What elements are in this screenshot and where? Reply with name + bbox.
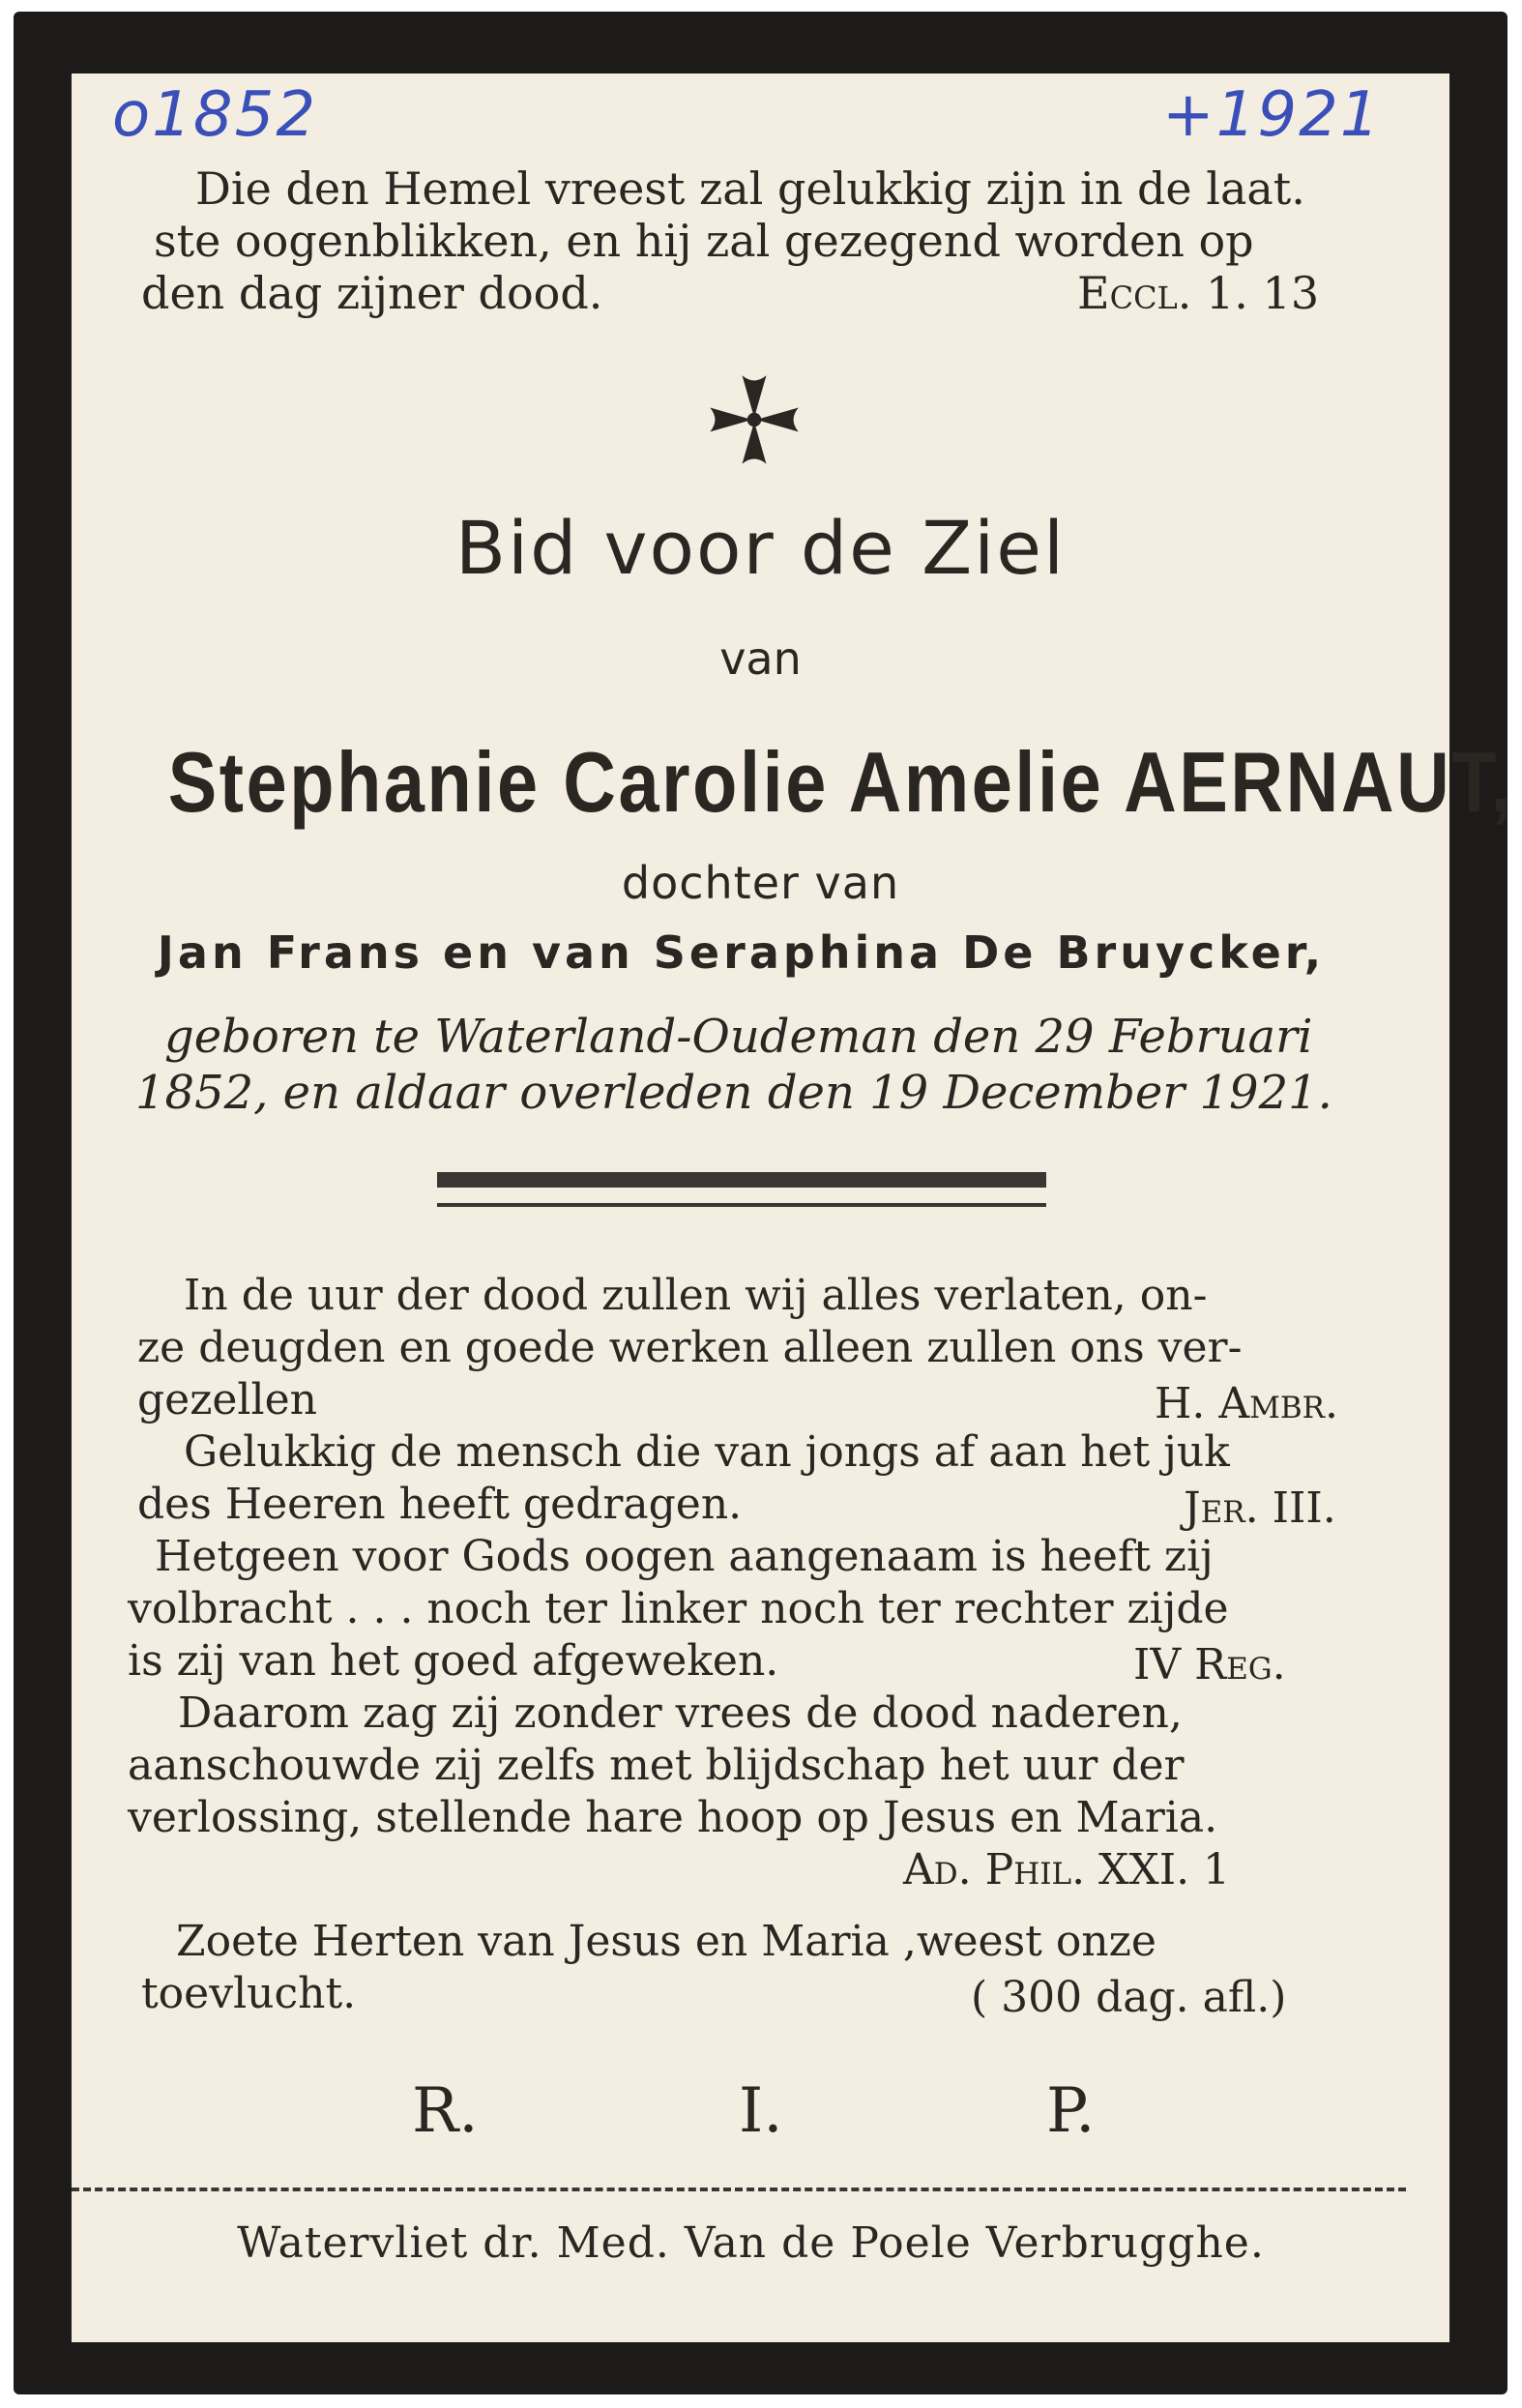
memorial-card-paper (72, 73, 1514, 2342)
handwritten-birth-year: o1852 (112, 79, 318, 151)
rip-letter-i: I. (739, 2075, 783, 2147)
divider-thick (437, 1172, 1046, 1188)
handwritten-death-year: +1921 (1162, 79, 1382, 151)
body-reference: ( 300 dag. afl.) (971, 1973, 1287, 2022)
body-line: des Heeren heeft gedragen. (137, 1480, 743, 1529)
body-reference: Ad. Phil. XXI. 1 (903, 1845, 1231, 1894)
header-quote-line-2: ste oogenblikken, en hij zal gezegend worden op (154, 215, 1254, 267)
divider-thin (437, 1203, 1046, 1207)
van-label: van (719, 632, 802, 685)
body-line: Zoete Herten van Jesus en Maria ,weest onze (176, 1917, 1156, 1966)
body-line: Daarom zag zij zonder vrees de dood naderen, (178, 1689, 1183, 1738)
cross-icon (704, 369, 805, 470)
body-line: is zij van het goed afgeweken. (128, 1636, 779, 1686)
page-title: Bid voor de Ziel (454, 505, 1067, 591)
parents-names: Jan Frans en van Seraphina De Bruycker, (157, 926, 1326, 979)
body-line: aanschouwde zij zelfs met blijdschap het uur der (128, 1741, 1185, 1790)
deceased-name: Stephanie Carolie Amelie AERNAUT, (167, 734, 1514, 830)
body-line: ze deugden en goede werken alleen zullen ons ver- (137, 1323, 1243, 1372)
birth-death-line-1: geboren te Waterland-Oudeman den 29 Februari (164, 1010, 1313, 1064)
rip-letter-p: P. (1046, 2075, 1096, 2147)
body-line: gezellen (137, 1375, 317, 1424)
header-quote-line-3: den dag zijner dood. (141, 267, 603, 319)
body-reference: Jer. III. (1184, 1483, 1336, 1533)
body-line: In de uur der dood zullen wij alles verlaten, on- (184, 1271, 1208, 1320)
body-line: volbracht . . . noch ter linker noch ter rechter zijde (128, 1584, 1229, 1633)
body-line: Hetgeen voor Gods oogen aangenaam is heeft zij (155, 1532, 1214, 1581)
header-quote-line-1: Die den Hemel vreest zal gelukkig zijn in de laat. (195, 162, 1305, 215)
memorial-card-border (14, 12, 1514, 2394)
birth-death-line-2: 1852, en aldaar overleden den 19 December 1921. (135, 1066, 1332, 1120)
footer-divider (72, 2188, 1406, 2191)
header-quote-reference: Eccl. 1. 13 (1077, 267, 1320, 319)
dochter-van-label: dochter van (621, 857, 900, 909)
body-line: Gelukkig de mensch die van jongs af aan het juk (184, 1427, 1230, 1477)
body-line: toevlucht. (141, 1969, 357, 2018)
printer-imprint: Watervliet dr. Med. Van de Poele Verbrugghe. (237, 2218, 1265, 2268)
body-reference: H. Ambr. (1155, 1379, 1338, 1428)
body-line: verlossing, stellende hare hoop op Jesus en Maria. (128, 1793, 1218, 1842)
rip-letter-r: R. (412, 2075, 479, 2147)
body-reference: IV Reg. (1133, 1640, 1286, 1689)
